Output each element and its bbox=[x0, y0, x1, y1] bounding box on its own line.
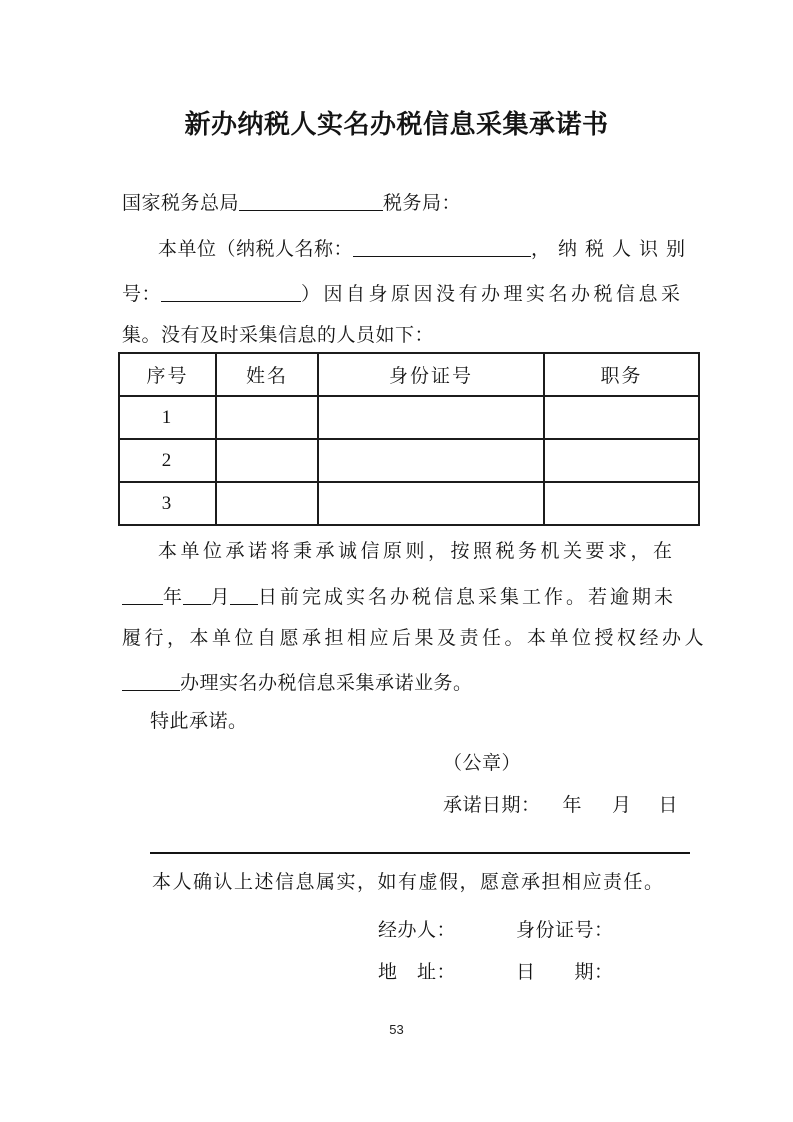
commitment-line-4 bbox=[122, 669, 473, 696]
commitment-line-2-tail: 日前完成实名办税信息采集工作。若逾期未 bbox=[258, 587, 677, 608]
id-number-label: 身份证号： bbox=[516, 920, 614, 941]
commitment-line-2 bbox=[122, 583, 676, 610]
cell-name bbox=[216, 396, 318, 439]
personnel-table bbox=[118, 352, 700, 526]
address-label: 地 址： bbox=[378, 962, 457, 983]
intro-line-1 bbox=[122, 235, 693, 262]
table-row bbox=[119, 396, 699, 439]
official-seal-placeholder: （公章） bbox=[443, 753, 522, 774]
day-blank-field bbox=[230, 585, 258, 605]
taxpayer-id-label: 号： bbox=[122, 284, 162, 305]
month-blank-field bbox=[183, 585, 211, 605]
cell-seq: 1 bbox=[119, 396, 216, 439]
cell-id-number bbox=[318, 482, 544, 525]
commitment-line-4-tail: 办理实名办税信息采集承诺业务。 bbox=[180, 673, 473, 694]
commitment-line-3: 履行，本单位自愿承担相应后果及责任。本单位授权经办人 bbox=[122, 628, 708, 649]
declaration-statement: 本人确认上述信息属实，如有虚假，愿意承担相应责任。 bbox=[152, 872, 665, 893]
date-year-label: 年 bbox=[562, 795, 583, 816]
header-name: 姓名 bbox=[216, 353, 318, 396]
header-position: 职务 bbox=[544, 353, 699, 396]
cell-seq: 3 bbox=[119, 482, 216, 525]
date-day-label: 日 bbox=[658, 795, 679, 816]
agent-label: 经办人： bbox=[378, 920, 457, 941]
sign-date-label: 日 期： bbox=[516, 962, 614, 983]
table-row bbox=[119, 482, 699, 525]
page-number: 53 bbox=[389, 1022, 404, 1037]
table-row bbox=[119, 439, 699, 482]
salutation-line bbox=[122, 189, 461, 216]
commitment-date-label: 承诺日期： bbox=[443, 795, 541, 816]
taxpayer-name-label: 本单位（纳税人名称： bbox=[158, 239, 354, 260]
cell-position bbox=[544, 396, 699, 439]
header-seq: 序号 bbox=[119, 353, 216, 396]
agent-name-blank-field bbox=[122, 671, 180, 691]
cell-position bbox=[544, 482, 699, 525]
salutation-suffix: 税务局： bbox=[383, 193, 462, 214]
signature-row-2 bbox=[378, 960, 614, 985]
salutation-prefix: 国家税务总局 bbox=[122, 193, 240, 214]
intro-line-1-tail: ，纳税人识别 bbox=[531, 239, 694, 260]
intro-line-2 bbox=[122, 280, 684, 307]
header-id-number: 身份证号 bbox=[318, 353, 544, 396]
table-header-row bbox=[119, 353, 699, 396]
commitment-date-line bbox=[443, 793, 678, 818]
bureau-blank-field bbox=[239, 191, 383, 211]
intro-line-3: 集。没有及时采集信息的人员如下： bbox=[122, 325, 435, 346]
year-label: 年 bbox=[163, 587, 183, 608]
intro-line-2-tail: ）因自身原因没有办理实名办税信息采 bbox=[301, 284, 684, 305]
taxpayer-name-blank-field bbox=[353, 237, 531, 257]
signature-divider bbox=[150, 852, 690, 854]
signature-row-1 bbox=[378, 918, 614, 943]
closing-statement: 特此承诺。 bbox=[150, 711, 248, 732]
date-month-label: 月 bbox=[612, 795, 632, 816]
cell-name bbox=[216, 482, 318, 525]
commitment-line-1: 本单位承诺将秉承诚信原则，按照税务机关要求，在 bbox=[158, 541, 676, 562]
cell-seq: 2 bbox=[119, 439, 216, 482]
cell-id-number bbox=[318, 396, 544, 439]
taxpayer-id-blank-field bbox=[161, 282, 301, 302]
month-label: 月 bbox=[210, 587, 231, 608]
cell-name bbox=[216, 439, 318, 482]
cell-id-number bbox=[318, 439, 544, 482]
year-blank-field bbox=[122, 585, 163, 605]
page-title: 新办纳税人实名办税信息采集承诺书 bbox=[184, 109, 609, 139]
cell-position bbox=[544, 439, 699, 482]
